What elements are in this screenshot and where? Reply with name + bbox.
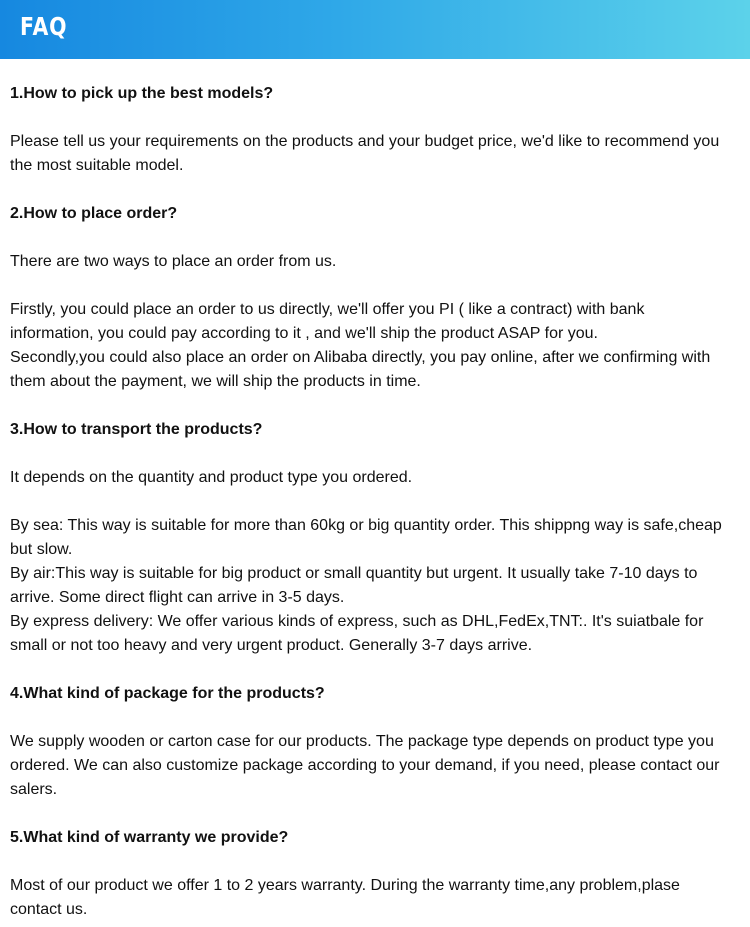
faq-question-5: 5.What kind of warranty we provide? [10, 829, 289, 846]
faq-header-banner [0, 0, 750, 59]
faq-answer-3-paragraph: By express delivery: We offer various kinds of express, such as DHL,FedEx,TNT:. It's suiatbale for small or not too heavy and very urgent product. Generally 3-7 days arrive. [10, 613, 704, 654]
page-title: FAQ [20, 12, 68, 41]
faq-question-1: 1.How to pick up the best models? [10, 85, 274, 102]
faq-answer-1: Please tell us your requirements on the products and your budget price, we'd like to recommend you the most suitable model. [10, 133, 720, 174]
faq-answer-4: We supply wooden or carton case for our products. The package type depends on product type you ordered. We can also customize package according to your demand, if you need, please contact our salers. [10, 733, 720, 798]
faq-answer-3-intro: It depends on the quantity and product type you ordered. [10, 469, 413, 486]
faq-content [10, 82, 730, 922]
faq-answer-2-paragraph: Secondly,you could also place an order on Alibaba directly, you pay online, after we confirming with them about the payment, we will ship the products in time. [10, 349, 711, 390]
faq-answer-2-intro: There are two ways to place an order from us. [10, 253, 337, 270]
faq-answer-3-paragraph: By air:This way is suitable for big product or small quantity but urgent. It usually take 7-10 days to arrive. Some direct flight can arrive in 3-5 days. [10, 565, 698, 606]
faq-answer-2-paragraph: Firstly, you could place an order to us directly, we'll offer you PI ( like a contract) with bank information, you could pay according to it , and we'll ship the product ASAP for you. [10, 301, 645, 342]
faq-question-4: 4.What kind of package for the products? [10, 685, 325, 702]
faq-question-2: 2.How to place order? [10, 205, 178, 222]
faq-answer-3-paragraph: By sea: This way is suitable for more than 60kg or big quantity order. This shippng way is safe,cheap but slow. [10, 517, 722, 558]
faq-answer-5: Most of our product we offer 1 to 2 years warranty. During the warranty time,any problem,plase contact us. [10, 877, 680, 918]
faq-question-3: 3.How to transport the products? [10, 421, 263, 438]
